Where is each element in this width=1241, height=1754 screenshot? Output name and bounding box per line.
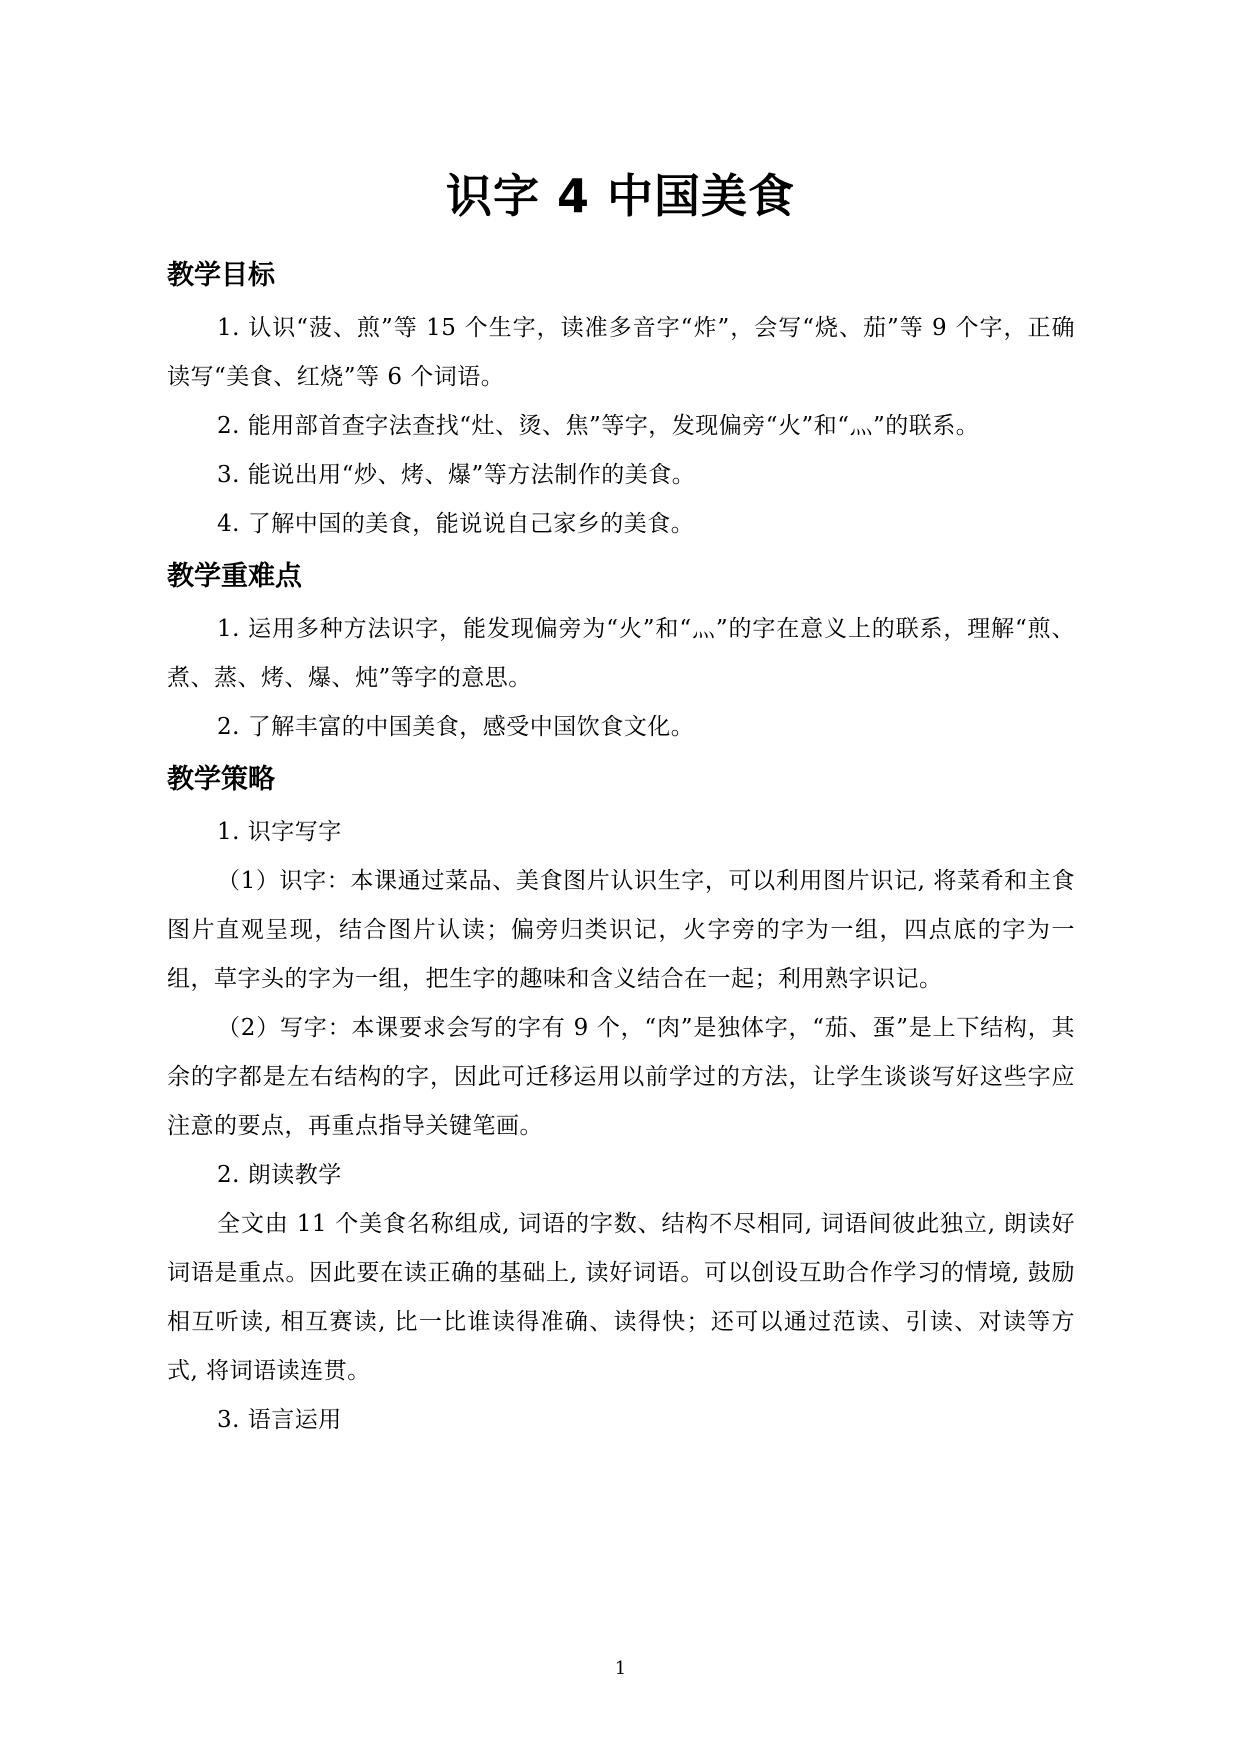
key-point-item: 2. 了解丰富的中国美食，感受中国饮食文化。 xyxy=(217,714,695,740)
strategy-item: 全文由 11 个美食名称组成, 词语的字数、结构不尽相同, 词语间彼此独立, 朗读好词语是重点。因此要在读正确的基础上, 读好词语。可以创设互助合作学习的情境, 鼓励相互听读, 相互赛读, 比一比谁读得准确、读得快；还可以通过范读、引读、对读等方式, 将词语读连贯。 xyxy=(167,1211,1075,1384)
key-point-item: 1. 运用多种方法识字，能发现偏旁为“火”和“灬”的字在意义上的联系，理解“煎、煮、蒸、烤、爆、炖”等字的意思。 xyxy=(167,616,1075,691)
strategy-item: 3. 语言运用 xyxy=(217,1407,342,1433)
document-body xyxy=(167,248,1075,1445)
document-title: 识字 4 中国美食 xyxy=(445,169,796,223)
page-number: 1 xyxy=(614,1658,627,1679)
strategy-item: 2. 朗读教学 xyxy=(217,1162,342,1188)
strategy-item: （1）识字：本课通过菜品、美食图片认识生字，可以利用图片识记, 将菜肴和主食图片直观呈现，结合图片认读；偏旁归类识记，火字旁的字为一组，四点底的字为一组，草字头的字为一组，把生字的趣味和含义结合在一起；利用熟字识记。 xyxy=(167,868,1075,992)
objective-item: 2. 能用部首查字法查找“灶、烫、焦”等字，发现偏旁“火”和“灬”的联系。 xyxy=(217,413,980,439)
section-heading-objectives: 教学目标 xyxy=(167,260,275,291)
section-heading-key-points: 教学重难点 xyxy=(167,561,302,592)
section-heading-strategies: 教学策略 xyxy=(167,764,275,795)
strategy-item: 1. 识字写字 xyxy=(217,819,342,845)
objective-item: 4. 了解中国的美食，能说说自己家乡的美食。 xyxy=(217,511,695,537)
objective-item: 1. 认识“菠、煎”等 15 个生字，读准多音字“炸”，会写“烧、茄”等 9 个字，正确读写“美食、红烧”等 6 个词语。 xyxy=(167,315,1075,390)
objective-item: 3. 能说出用“炒、烤、爆”等方法制作的美食。 xyxy=(217,462,696,488)
strategy-item: （2）写字：本课要求会写的字有 9 个，“肉”是独体字，“茄、蛋”是上下结构，其余的字都是左右结构的字，因此可迁移运用以前学过的方法，让学生谈谈写好这些字应注意的要点，再重点指导关键笔画。 xyxy=(167,1015,1075,1139)
